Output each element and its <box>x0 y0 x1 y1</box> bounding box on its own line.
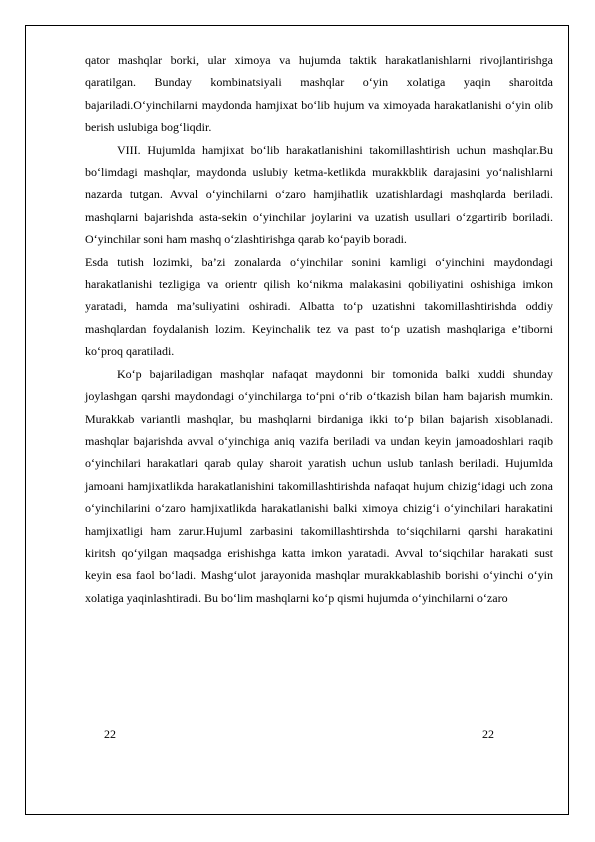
page-number-left: 22 <box>104 727 116 741</box>
paragraph-3: Esda tutish lozimki, ba’zi zonalarda o‘yinchilar sonini kamligi o‘yinchini maydondagi harakatlanishi tezligiga va orientr qilish ko‘nikma malakasini qobiliyatini oshishiga imkon yaratadi, hamda ma’suliyatini oshiradi. Albatta to‘p uzatishni takomillashtirishda oddiy mashqlardan foydalanish lozim. Keyinchalik tez va past to‘p uzatish mashqlariga e’tiborni ko‘proq qaratiladi. <box>85 254 553 359</box>
paragraph-2: VIII. Hujumlda hamjixat bo‘lib harakatlanishini takomillashtirish uchun mashqlar.Bu bo‘limdagi mashqlar, maydonda uslubiy ketma-ketlikda murakkblik darajasini yo‘nalishlarni nazarda tutgan. Avval o‘yinchilarni o‘zaro hamjihatlik uzatishlardagi mashqlarda beriladi. mashqlarni bajarishda asta-sekin o‘yinchilar joylarini va uzatish usullari o‘zgartirib boriladi. O‘yinchilar soni ham mashq o‘zlashtirishga qarab ko‘payib boradi. <box>85 142 553 247</box>
paragraph-4: Ko‘p bajariladigan mashqlar nafaqat maydonni bir tomonida balki xuddi shunday joylashgan qarshi maydondagi o‘yinchilarga to‘pni o‘rib o‘tkazish bilan ham bajarish mumkin. Murakkab variantli mashqlar, bu mashqlarni birdaniga ikki to‘p bilan bajarish xisoblanadi. mashqlar bajarishda avval o‘yinchiga aniq vazifa beriladi va undan keyin jamoadoshlari raqib o‘yinchilari harakatlari qarab qulay sharoit yaratish uchun uslub tanlash beriladi. Hujumlda jamoani hamjixatlikda harakatlanishini takomillashtirishda nafaqat hujum chizig‘idagi uch zona o‘yinchilarini o‘zaro hamjixatlikda harakatlanishi balki ximoya chizig‘i o‘yinchilari harakatini hamjixatligi ham zarur.Hujuml zarbasini takomillashtirshda to‘siqchilarni qarshi harakatini kiritsh qo‘yilgan maqsadga erishishga katta imkon yaratadi. Avval to‘siqchilar harakati sust keyin esa faol bo‘ladi. Mashg‘ulot jarayonida mashqlar murakkablashib borishi o‘yinchi o‘yin xolatiga yaqinlashtiradi. Bu bo‘lim mashqlarni ko‘p qismi hujumda o‘yinchilarni o‘zaro <box>85 366 553 605</box>
paragraph-1: qator mashqlar borki, ular ximoya va hujumda taktik harakatlanishlarni rivojlantirishga qaratilgan. Bunday kombinatsiyali mashqlar o‘yin xolatiga yaqin sharoitda bajariladi.O‘yinchilarni maydonda hamjixat bo‘lib hujum va ximoyada harakatlanishi o‘yin olib berish uslubiga bog‘liqdir. <box>85 53 553 135</box>
page-number-right: 22 <box>482 727 494 741</box>
document-body <box>85 49 553 609</box>
